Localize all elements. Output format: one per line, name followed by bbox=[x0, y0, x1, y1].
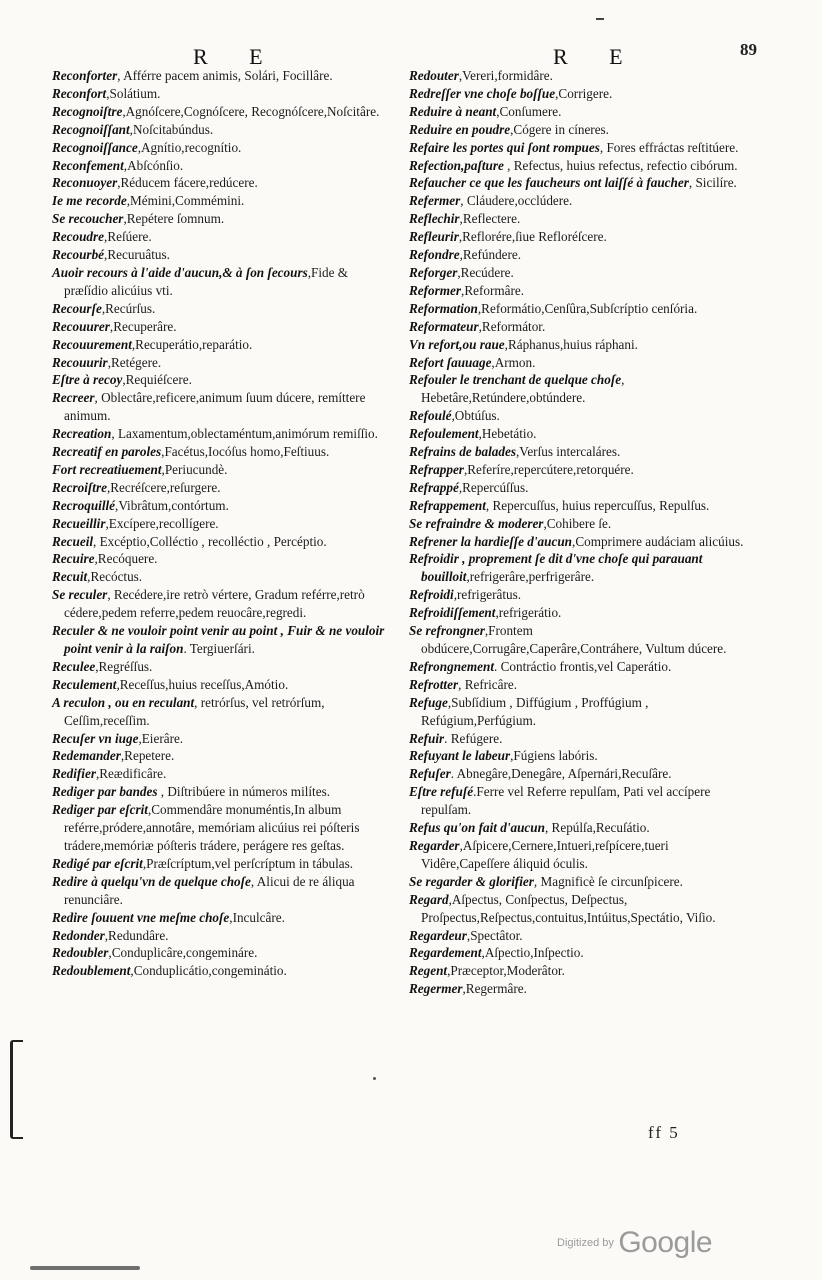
dictionary-entry bbox=[409, 407, 754, 425]
dictionary-entry bbox=[409, 497, 754, 515]
entry-definition: ,Inculcâre. bbox=[229, 909, 285, 925]
dictionary-entry bbox=[409, 980, 754, 998]
dictionary-entry bbox=[52, 121, 395, 139]
entry-headword: Redoublement bbox=[52, 963, 131, 979]
dictionary-entry bbox=[52, 192, 395, 210]
entry-headword: Reduire en poudre bbox=[409, 121, 511, 137]
entry-definition: ,Aſpicere,Cernere,Intueri,reſpícere,tueri Vidêre,Capeſſere áliquid óculis. bbox=[421, 837, 669, 871]
entry-headword: Reconfort bbox=[52, 85, 107, 101]
entry-definition: ,Armon. bbox=[491, 354, 536, 370]
entry-definition: , Diſtribúere in números milítes. bbox=[157, 784, 331, 800]
entry-definition: , Repúlſa,Recuſátio. bbox=[544, 820, 650, 836]
entry-headword: Reconforter bbox=[52, 68, 118, 83]
ink-mark-top bbox=[596, 18, 604, 20]
entry-definition: ,Cógere in cíneres. bbox=[510, 121, 609, 137]
dictionary-entry bbox=[52, 962, 395, 980]
dictionary-entry bbox=[52, 228, 395, 246]
entry-headword: Se reculer bbox=[52, 587, 108, 603]
entry-headword: Recourſe bbox=[52, 300, 102, 316]
dictionary-entry bbox=[52, 622, 395, 658]
entry-headword: Ie me recorde bbox=[52, 193, 127, 209]
dictionary-entry bbox=[409, 67, 754, 85]
entry-headword: Refroidir , proprement ſe dit d'vne choſe qui parauant bouilloit bbox=[409, 551, 703, 585]
entry-definition: ,Reformátor. bbox=[478, 318, 546, 334]
dictionary-entry bbox=[409, 944, 754, 962]
dictionary-entry bbox=[52, 157, 395, 175]
entry-definition: , Sicilíre. bbox=[688, 175, 737, 191]
entry-definition: , Laxamentum,oblectaméntum,animórum remiſſio. bbox=[111, 426, 378, 442]
dictionary-entry bbox=[52, 550, 395, 568]
dictionary-entry bbox=[52, 676, 395, 694]
dictionary-entry bbox=[52, 371, 395, 389]
dictionary-entry bbox=[52, 765, 395, 783]
dictionary-entry bbox=[409, 515, 754, 533]
entry-definition: ,Solátium. bbox=[106, 85, 161, 101]
entry-headword: Redemander bbox=[52, 748, 121, 764]
entry-headword: Refection,paſture bbox=[409, 157, 504, 173]
entry-definition: ,Verſus intercaláres. bbox=[515, 444, 621, 460]
entry-definition: ,Reflorére,ſiue Refloréſcere. bbox=[458, 229, 607, 245]
entry-headword: Refort ſauuage bbox=[409, 354, 492, 370]
entry-headword: Refaire les portes qui ſont rompues bbox=[409, 139, 600, 155]
dictionary-entry bbox=[52, 515, 395, 533]
dictionary-entry bbox=[52, 461, 395, 479]
entry-definition: ,Frontem obdúcere,Corrugâre,Caperâre,Contráhere, Vultum dúcere. bbox=[421, 623, 727, 656]
dictionary-entry bbox=[52, 855, 395, 873]
dictionary-entry bbox=[52, 801, 395, 855]
entry-headword: Refermer bbox=[409, 193, 461, 209]
dictionary-entry bbox=[52, 479, 395, 497]
left-column bbox=[52, 67, 395, 980]
entry-headword: A reculon , ou en reculant bbox=[52, 694, 195, 710]
entry-headword: Regermer bbox=[409, 981, 463, 997]
entry-definition: ,Vibrâtum,contórtum. bbox=[115, 497, 229, 513]
dictionary-entry bbox=[409, 443, 754, 461]
entry-headword: Refoulé bbox=[409, 408, 452, 424]
dictionary-entry bbox=[52, 336, 395, 354]
entry-headword: Redifier bbox=[52, 766, 96, 782]
dictionary-entry bbox=[409, 533, 754, 551]
dictionary-entry bbox=[409, 121, 754, 139]
entry-headword: Recreer bbox=[52, 390, 95, 406]
entry-definition: ,Fúgiens labóris. bbox=[510, 748, 598, 764]
dictionary-entry bbox=[409, 550, 754, 586]
entry-definition: ,Redundâre. bbox=[104, 927, 169, 943]
dictionary-entry bbox=[409, 85, 754, 103]
entry-definition: ,Recuperâre. bbox=[109, 318, 177, 334]
dictionary-entry bbox=[409, 837, 754, 873]
bottom-smudge bbox=[30, 1266, 140, 1270]
entry-definition: ,Reflectere. bbox=[459, 211, 521, 227]
entry-definition: ,Noſcitabúndus. bbox=[129, 121, 214, 137]
entry-headword: Recroiſtre bbox=[52, 479, 107, 495]
dictionary-entry bbox=[52, 300, 395, 318]
entry-definition: ,Retégere. bbox=[107, 354, 162, 370]
entry-headword: Reflechir bbox=[409, 211, 460, 227]
entry-definition: ,Réducem fácere,redúcere. bbox=[117, 175, 258, 191]
entry-headword: Reformateur bbox=[409, 318, 479, 334]
dictionary-entry bbox=[409, 927, 754, 945]
dictionary-entry bbox=[409, 174, 754, 192]
dictionary-entry bbox=[52, 174, 395, 192]
entry-definition: ,Abſcónſio. bbox=[123, 157, 184, 173]
entry-definition: ,Recuruâtus. bbox=[104, 247, 170, 263]
entry-headword: Recuit bbox=[52, 569, 88, 585]
entry-headword: Recuſer vn iuge bbox=[52, 730, 139, 746]
entry-headword: Recognoiſtre bbox=[52, 103, 123, 119]
entry-definition: , Refectus, huius refectus, refectio cibórum. bbox=[503, 157, 738, 173]
entry-headword: Reculer & ne vouloir point venir au point , Fuir & ne vouloir point venir à la raiſon bbox=[52, 623, 385, 656]
entry-headword: Reconfement bbox=[52, 157, 124, 173]
entry-definition: ,Mémini,Commémini. bbox=[126, 193, 245, 209]
dictionary-entry bbox=[52, 909, 395, 927]
dictionary-entry bbox=[409, 622, 754, 658]
entry-definition: ,Reformátio,Cenſûra,Subſcríptio cenſória. bbox=[477, 300, 698, 316]
entry-headword: Recognoiſſant bbox=[52, 121, 130, 137]
digitized-watermark bbox=[557, 1226, 712, 1260]
dictionary-entry bbox=[409, 282, 754, 300]
entry-headword: Redigé par eſcrit bbox=[52, 855, 143, 871]
entry-headword: Recreation bbox=[52, 426, 112, 442]
entry-definition: ,Referíre,repercútere,retorquére. bbox=[463, 461, 634, 477]
entry-definition: , Alicui de re áliqua renunciâre. bbox=[64, 873, 355, 907]
entry-definition: , Fores effráctas reſtitúere. bbox=[599, 139, 739, 155]
entry-definition: , Cláudere,occlúdere. bbox=[460, 193, 573, 209]
entry-definition: ,Recuperátio,reparátio. bbox=[131, 336, 253, 352]
entry-definition: ,Facétus,Iocóſus homo,Feſtiuus. bbox=[161, 444, 330, 460]
entry-definition: ,refrigerâre,perfrigerâre. bbox=[466, 569, 595, 585]
entry-definition: ,Præceptor,Moderâtor. bbox=[447, 963, 565, 979]
dictionary-entry bbox=[409, 783, 754, 819]
dictionary-entry bbox=[409, 103, 754, 121]
entry-definition: ,Ráphanus,huius ráphani. bbox=[504, 336, 638, 352]
signature-mark: ff 5 bbox=[648, 1123, 680, 1142]
entry-definition: ,Hebetátio. bbox=[478, 426, 537, 442]
dictionary-entry bbox=[52, 747, 395, 765]
dictionary-entry bbox=[52, 873, 395, 909]
entry-headword: Refroidiſſement bbox=[409, 605, 496, 621]
dictionary-entry bbox=[52, 783, 395, 801]
entry-definition: ,Reformâre. bbox=[461, 282, 524, 298]
entry-headword: Eſtre à recoy bbox=[52, 372, 123, 388]
entry-headword: Refleurir bbox=[409, 229, 459, 245]
watermark-prefix: Digitized by bbox=[557, 1237, 614, 1249]
dictionary-entry bbox=[52, 533, 395, 551]
entry-definition: .Ferre vel Referre repulſam, Pati vel accípere repulſam. bbox=[421, 784, 711, 818]
entry-definition: ,Spectâtor. bbox=[466, 927, 523, 943]
entry-definition: ,Periucundè. bbox=[161, 461, 228, 477]
dictionary-entry bbox=[409, 765, 754, 783]
entry-headword: Redreſſer vne choſe boſſue bbox=[409, 85, 556, 101]
dictionary-entry bbox=[409, 371, 754, 407]
entry-headword: Vn refort,ou raue bbox=[409, 336, 505, 352]
entry-definition: ,Repétere ſomnum. bbox=[123, 211, 225, 227]
entry-headword: Auoir recours à l'aide d'aucun,& à ſon ſecours bbox=[52, 264, 308, 280]
dictionary-entry bbox=[409, 891, 754, 927]
dictionary-entry bbox=[409, 139, 754, 157]
entry-headword: Eſtre refuſé bbox=[409, 784, 474, 800]
entry-definition: ,Aſpectus, Conſpectus, Deſpectus, Proſpectus,Reſpectus,contuitus,Intúitus,Spectátio, Viſio. bbox=[421, 891, 716, 925]
entry-headword: Recouurir bbox=[52, 354, 108, 370]
entry-definition: . Refúgere. bbox=[444, 730, 503, 746]
dictionary-entry bbox=[409, 425, 754, 443]
dictionary-entry bbox=[409, 336, 754, 354]
dictionary-entry bbox=[52, 354, 395, 372]
dictionary-entry bbox=[409, 318, 754, 336]
entry-headword: Refrappé bbox=[409, 479, 459, 495]
entry-definition: . Tergiuerſári. bbox=[183, 641, 255, 656]
entry-definition: , Hebetâre,Retúndere,obtúndere. bbox=[421, 372, 625, 406]
running-head-left: R E bbox=[193, 44, 281, 69]
dictionary-entry bbox=[409, 658, 754, 676]
dictionary-entry bbox=[52, 318, 395, 336]
entry-definition: ,Repercúſſus. bbox=[458, 479, 529, 495]
entry-definition: , Excéptio,Colléctio , recolléctio , Percéptio. bbox=[93, 533, 327, 549]
entry-definition: ,Fide & præſídio alicúius vti. bbox=[64, 264, 349, 298]
entry-headword: Recourbé bbox=[52, 247, 105, 263]
dictionary-entry bbox=[52, 246, 395, 264]
running-head-right: R E bbox=[553, 44, 641, 69]
entry-definition: ,Obtúſus. bbox=[451, 408, 500, 424]
dictionary-entry bbox=[409, 676, 754, 694]
entry-definition: , retrórſus, vel retrórſum, Ceſſim,receſſim. bbox=[64, 694, 325, 728]
entry-definition: ,Recúdere. bbox=[457, 264, 514, 280]
dictionary-entry bbox=[52, 730, 395, 748]
entry-headword: Regarder bbox=[409, 837, 460, 853]
entry-definition: ,Regréſſus. bbox=[95, 658, 153, 674]
entry-headword: Recueil bbox=[52, 533, 94, 549]
entry-headword: Refuyant le labeur bbox=[409, 748, 511, 764]
entry-headword: Refrener la hardieſſe d'aucun bbox=[409, 533, 573, 549]
entry-definition: ,Subſídium , Diffúgium , Proffúgium , Refúgium,Perfúgium. bbox=[421, 694, 649, 728]
dictionary-entry bbox=[52, 586, 395, 622]
entry-headword: Reforger bbox=[409, 264, 458, 280]
dictionary-entry bbox=[409, 873, 754, 891]
dictionary-entry bbox=[409, 730, 754, 748]
entry-definition: ,refrigerâtus. bbox=[453, 587, 522, 603]
entry-headword: Fort recreatiuement bbox=[52, 461, 162, 477]
entry-definition: ,Præſcríptum,vel perſcríptum in tábulas. bbox=[142, 855, 354, 871]
entry-headword: Refondre bbox=[409, 247, 460, 263]
entry-headword: Refoulement bbox=[409, 426, 479, 442]
dictionary-entry bbox=[52, 139, 395, 157]
entry-headword: Refuſer bbox=[409, 766, 451, 782]
dictionary-entry bbox=[52, 210, 395, 228]
entry-definition: ,Conduplicâre,congemináre. bbox=[108, 945, 258, 961]
entry-definition: ,Recúrſus. bbox=[101, 300, 156, 316]
dictionary-entry bbox=[52, 497, 395, 515]
entry-headword: Recoudre bbox=[52, 229, 105, 245]
entry-definition: ,Recréſcere,reſurgere. bbox=[106, 479, 221, 495]
entry-headword: Se refrongner bbox=[409, 623, 485, 639]
entry-definition: ,Conſumere. bbox=[496, 103, 562, 119]
margin-bracket bbox=[10, 1040, 23, 1139]
entry-definition: . Contráctio frontis,vel Caperátio. bbox=[494, 658, 672, 674]
entry-definition: ,Receſſus,huius receſſus,Amótio. bbox=[116, 676, 289, 692]
dictionary-entry bbox=[409, 479, 754, 497]
dictionary-entry bbox=[52, 658, 395, 676]
entry-headword: Reformation bbox=[409, 300, 478, 316]
dictionary-entry bbox=[409, 157, 754, 175]
entry-headword: Recueillir bbox=[52, 515, 106, 531]
entry-headword: Se recoucher bbox=[52, 211, 124, 227]
entry-headword: Recouurement bbox=[52, 336, 132, 352]
dictionary-entry bbox=[409, 264, 754, 282]
entry-definition: . Abnegâre,Denegâre, Aſpernári,Recuſâre. bbox=[450, 766, 672, 782]
dictionary-entry bbox=[409, 461, 754, 479]
entry-definition: ,Agnítio,recognítio. bbox=[137, 139, 242, 155]
page-number: 89 bbox=[740, 40, 757, 59]
entry-headword: Refouler le trenchant de quelque choſe bbox=[409, 372, 622, 388]
entry-headword: Recouurer bbox=[52, 318, 110, 334]
entry-definition: ,Eierâre. bbox=[138, 730, 184, 746]
entry-headword: Reformer bbox=[409, 282, 462, 298]
entry-headword: Recuire bbox=[52, 551, 95, 567]
dictionary-entry bbox=[409, 228, 754, 246]
entry-definition: ,Agnóſcere,Cognóſcere, Recognóſcere,Noſcitâre. bbox=[122, 103, 380, 119]
entry-definition: ,Reædificâre. bbox=[95, 766, 167, 782]
entry-definition: ,Aſpectio,Inſpectio. bbox=[481, 945, 584, 961]
entry-headword: Recreatif en paroles bbox=[52, 444, 162, 460]
entry-definition: , Refricâre. bbox=[458, 676, 518, 692]
entry-headword: Reconuoyer bbox=[52, 175, 118, 191]
entry-definition: ,Recóctus. bbox=[87, 569, 143, 585]
entry-headword: Reculee bbox=[52, 658, 96, 674]
entry-headword: Se refraindre & moderer bbox=[409, 515, 544, 531]
entry-headword: Regardeur bbox=[409, 927, 467, 943]
dictionary-entry bbox=[52, 927, 395, 945]
ink-dot bbox=[373, 1077, 376, 1080]
entry-headword: Redoubler bbox=[52, 945, 109, 961]
dictionary-entry bbox=[52, 389, 395, 425]
entry-definition: , Afférre pacem animis, Solári, Focillâre. bbox=[117, 68, 333, 83]
entry-definition: , Oblectâre,reficere,animum ſuum dúcere, remíttere animum. bbox=[64, 390, 366, 424]
entry-definition: , Recédere,ire retrò vértere, Gradum reférre,retrò cédere,pedem referre,pedem reuocâre,regredi. bbox=[64, 587, 365, 621]
entry-headword: Refrongnement bbox=[409, 658, 494, 674]
entry-definition: ,Conduplicátio,congeminátio. bbox=[130, 963, 287, 979]
dictionary-entry bbox=[409, 246, 754, 264]
entry-headword: Regardement bbox=[409, 945, 482, 961]
dictionary-entry bbox=[409, 586, 754, 604]
entry-definition: ,Cohibere ſe. bbox=[543, 515, 612, 531]
entry-definition: ,Repetere. bbox=[120, 748, 175, 764]
entry-headword: Redonder bbox=[52, 927, 105, 943]
dictionary-entry bbox=[409, 210, 754, 228]
entry-definition: ,Corrigere. bbox=[555, 85, 613, 101]
dictionary-entry bbox=[409, 962, 754, 980]
entry-headword: Refuir bbox=[409, 730, 445, 746]
entry-headword: Refus qu'on fait d'aucun bbox=[409, 820, 545, 836]
dictionary-entry bbox=[52, 264, 395, 300]
dictionary-entry bbox=[52, 944, 395, 962]
dictionary-entry bbox=[409, 192, 754, 210]
entry-headword: Refroidi bbox=[409, 587, 454, 603]
entry-definition: ,Comprimere audáciam alicúius. bbox=[572, 533, 744, 549]
dictionary-entry bbox=[52, 425, 395, 443]
google-logo: Google bbox=[618, 1226, 713, 1259]
entry-headword: Rediger par eſcrit bbox=[52, 802, 148, 818]
entry-definition: ,refrigerátio. bbox=[495, 605, 562, 621]
entry-definition: ,Recóquere. bbox=[94, 551, 158, 567]
entry-headword: Redire à quelqu'vn de quelque choſe bbox=[52, 873, 251, 889]
dictionary-entry bbox=[409, 354, 754, 372]
entry-headword: Reculement bbox=[52, 676, 117, 692]
dictionary-entry bbox=[52, 67, 395, 85]
entry-definition: ,Regermâre. bbox=[462, 981, 527, 997]
entry-definition: ,Vereri,formidâre. bbox=[458, 68, 553, 83]
entry-headword: Redire ſouuent vne meſme choſe bbox=[52, 909, 230, 925]
entry-definition: , Repercuſſus, huius repercuſſus, Repulſus. bbox=[485, 497, 710, 513]
entry-headword: Refrapper bbox=[409, 461, 464, 477]
dictionary-entry bbox=[409, 747, 754, 765]
entry-headword: Recognoiſſance bbox=[52, 139, 138, 155]
dictionary-entry bbox=[409, 819, 754, 837]
entry-headword: Reduire à neant bbox=[409, 103, 497, 119]
entry-headword: Regent bbox=[409, 963, 448, 979]
entry-headword: Recroquillé bbox=[52, 497, 116, 513]
entry-definition: ,Refúndere. bbox=[459, 247, 522, 263]
entry-headword: Se regarder & glorifier bbox=[409, 873, 534, 889]
entry-definition: ,Commendâre monuméntis,In album reférre,pródere,annotâre, memóriam alicúius rei póſteris trádere,memóriæ póſteris trádere, perágere res geſtas. bbox=[64, 802, 360, 853]
entry-headword: Rediger par bandes bbox=[52, 784, 158, 800]
dictionary-entry bbox=[52, 694, 395, 730]
entry-definition: ,Excípere,recollígere. bbox=[105, 515, 219, 531]
dictionary-entry bbox=[52, 85, 395, 103]
dictionary-entry bbox=[52, 103, 395, 121]
entry-definition: , Magnificè ſe circunſpicere. bbox=[533, 873, 683, 889]
entry-headword: Redouter bbox=[409, 68, 459, 83]
dictionary-entry bbox=[409, 300, 754, 318]
entry-headword: Regard bbox=[409, 891, 449, 907]
right-column bbox=[409, 67, 754, 998]
entry-headword: Refrains de balades bbox=[409, 444, 516, 460]
entry-definition: ,Requiéſcere. bbox=[122, 372, 192, 388]
entry-definition: ,Reſúere. bbox=[104, 229, 152, 245]
entry-headword: Refrappement bbox=[409, 497, 486, 513]
entry-headword: Refuge bbox=[409, 694, 448, 710]
dictionary-entry bbox=[52, 443, 395, 461]
entry-headword: Refaucher ce que les faucheurs ont laiſſé à faucher bbox=[409, 175, 689, 191]
dictionary-entry bbox=[52, 568, 395, 586]
entry-headword: Refrotter bbox=[409, 676, 459, 692]
dictionary-entry bbox=[409, 694, 754, 730]
dictionary-entry bbox=[409, 604, 754, 622]
